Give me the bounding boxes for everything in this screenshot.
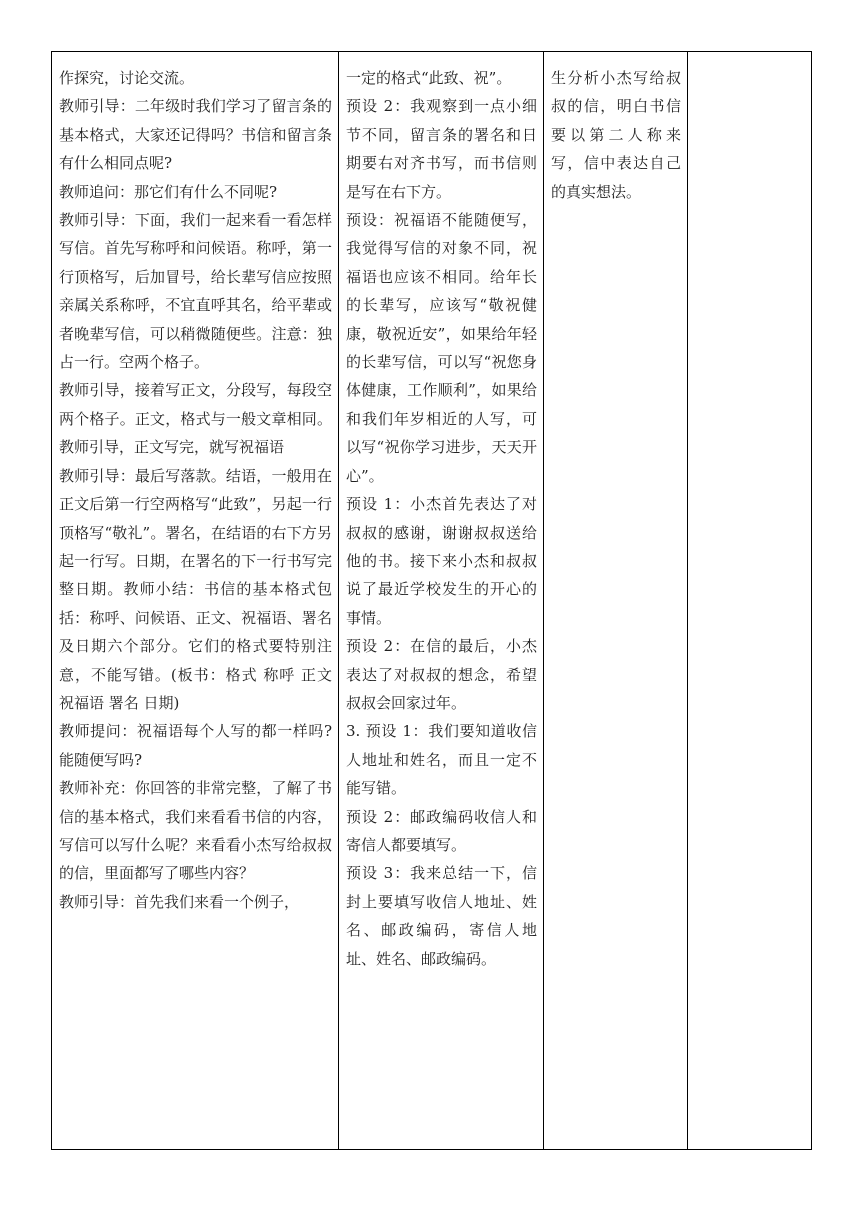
paragraph: 教师补充：你回答的非常完整，了解了书信的基本格式，我们来看看书信的内容，写信可以写什么呢？来看看小杰写给叔叔的信，里面都写了哪些内容？ xyxy=(59,779,332,883)
paragraph: 预设：祝福语不能随便写，我觉得写信的对象不同，祝福语也应该不相同。给年长的长辈写，应该写“敬祝健康，敬祝近安”，如果给年轻的长辈写信，可以写“祝您身体健康，工作顺利”，如果给和我们年岁相近的人写，可以写“祝你学习进步，天天开心”。 xyxy=(346,211,537,485)
paragraph: 一定的格式“此致、祝”。 xyxy=(346,69,512,87)
paragraph: 生分析小杰写给叔叔的信，明白书信要以第二人称来写，信中表达自己的真实想法。 xyxy=(551,69,681,201)
paragraph: 预设 2：我观察到一点小细节不同，留言条的署名和日期要右对齐书写，而书信则是写在右下方。 xyxy=(346,97,537,201)
paragraph: 预设 2：邮政编码收信人和寄信人都要填写。 xyxy=(346,807,537,854)
table-row xyxy=(52,52,812,1150)
paragraph: 预设 3：我来总结一下，信封上要填写收信人地址、姓名、邮政编码，寄信人地址、姓名、邮政编码。 xyxy=(346,864,537,968)
paragraph: 教师引导：下面，我们一起来看一看怎样写信。首先写称呼和问候语。称呼，第一行顶格写，后加冒号，给长辈写信应按照亲属关系称呼，不宜直呼其名，给平辈或者晚辈写信，可以稍微随便些。注意：独占一行。空两个格子。 xyxy=(59,211,332,372)
paragraph: 教师引导，接着写正文，分段写，每段空两个格子。正文，格式与一般文章相同。教师引导，正文写完，就写祝福语 xyxy=(59,381,332,457)
teacher-activity-cell xyxy=(52,52,339,1150)
paragraph: 教师追问：那它们有什么不同呢? xyxy=(59,182,278,201)
empty-cell xyxy=(688,52,812,1150)
paragraph: 预设 2：在信的最后，小杰表达了对叔叔的想念，希望叔叔会回家过年。 xyxy=(346,637,537,712)
paragraph: 作探究，讨论交流。 xyxy=(59,69,195,87)
paragraph: 3. 预设 1：我们要知道收信人地址和姓名，而且一定不能写错。 xyxy=(346,722,537,798)
paragraph: 教师引导：最后写落款。结语，一般用在正文后第一行空两格写“此致”，另起一行顶格写“敬礼”。署名，在结语的右下方另起一行写。日期，在署名的下一行书写完整日期。教师小结：书信的基本格式包括：称呼、问候语、正文、祝福语、署名及日期六个部分。它们的格式要特别注意，不能写错。(板书：格式 称呼 正文 祝福语 署名 日期) xyxy=(59,466,332,712)
lesson-plan-table xyxy=(51,51,812,1150)
student-activity-cell xyxy=(339,52,544,1150)
paragraph: 教师引导：二年级时我们学习了留言条的基本格式，大家还记得吗？书信和留言条有什么相同点呢? xyxy=(59,97,332,173)
design-intent-cell xyxy=(544,52,688,1150)
paragraph: 教师引导：首先我们来看一个例子， xyxy=(59,892,300,911)
paragraph: 预设 1：小杰首先表达了对叔叔的感谢，谢谢叔叔送给他的书。接下来小杰和叔叔说了最近学校发生的开心的事情。 xyxy=(346,495,537,627)
paragraph: 教师提问：祝福语每个人写的都一样吗?能随便写吗? xyxy=(59,722,332,769)
